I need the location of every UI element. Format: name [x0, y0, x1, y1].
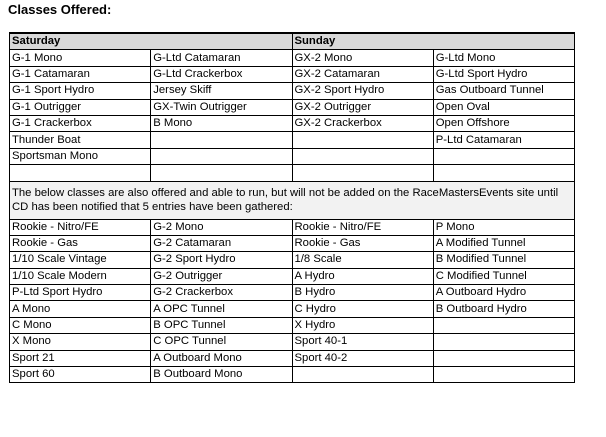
class-cell: 1/8 Scale — [292, 252, 433, 268]
class-cell — [292, 165, 433, 181]
class-cell: A Outboard Hydro — [433, 285, 574, 301]
class-cell: G-Ltd Catamaran — [151, 50, 292, 66]
class-cell: G-1 Catamaran — [10, 66, 151, 82]
table-row — [10, 219, 575, 235]
table-row — [10, 252, 575, 268]
class-cell: Rookie - Nitro/FE — [292, 219, 433, 235]
class-cell: 1/10 Scale Vintage — [10, 252, 151, 268]
class-cell: Thunder Boat — [10, 132, 151, 148]
class-cell: A Hydro — [292, 268, 433, 284]
class-cell: G-2 Mono — [151, 219, 292, 235]
class-cell: Rookie - Nitro/FE — [10, 219, 151, 235]
class-cell — [151, 165, 292, 181]
table-row — [10, 148, 575, 164]
day-header-row — [10, 33, 575, 50]
table-row — [10, 99, 575, 115]
class-cell: G-2 Catamaran — [151, 235, 292, 251]
table-row — [10, 268, 575, 284]
class-cell: C Hydro — [292, 301, 433, 317]
class-cell: Jersey Skiff — [151, 83, 292, 99]
classes-table-body — [10, 33, 575, 383]
class-cell: B OPC Tunnel — [151, 317, 292, 333]
class-cell — [292, 148, 433, 164]
class-cell: G-1 Crackerbox — [10, 115, 151, 131]
class-cell: G-1 Mono — [10, 50, 151, 66]
class-cell: Sport 40-2 — [292, 350, 433, 366]
class-cell: GX-2 Outrigger — [292, 99, 433, 115]
classes-table — [9, 32, 575, 383]
class-cell: P-Ltd Sport Hydro — [10, 285, 151, 301]
table-row — [10, 165, 575, 181]
note-row — [10, 181, 575, 219]
class-cell: G-1 Sport Hydro — [10, 83, 151, 99]
class-cell: C Modified Tunnel — [433, 268, 574, 284]
class-cell: Sportsman Mono — [10, 148, 151, 164]
class-cell — [433, 350, 574, 366]
class-cell: A Mono — [10, 301, 151, 317]
class-cell: P Mono — [433, 219, 574, 235]
class-cell: GX-2 Catamaran — [292, 66, 433, 82]
table-row — [10, 285, 575, 301]
class-cell — [433, 148, 574, 164]
class-cell: G-2 Outrigger — [151, 268, 292, 284]
table-row — [10, 317, 575, 333]
class-cell — [151, 148, 292, 164]
class-cell: A Modified Tunnel — [433, 235, 574, 251]
class-cell: G-Ltd Crackerbox — [151, 66, 292, 82]
class-cell — [433, 165, 574, 181]
class-cell: C Mono — [10, 317, 151, 333]
class-cell: Sport 21 — [10, 350, 151, 366]
class-cell — [433, 317, 574, 333]
class-cell: C OPC Tunnel — [151, 334, 292, 350]
class-cell: Open Offshore — [433, 115, 574, 131]
table-row — [10, 334, 575, 350]
class-cell: 1/10 Scale Modern — [10, 268, 151, 284]
class-cell: B Outboard Hydro — [433, 301, 574, 317]
class-cell: X Mono — [10, 334, 151, 350]
class-cell: A Outboard Mono — [151, 350, 292, 366]
class-cell: GX-2 Sport Hydro — [292, 83, 433, 99]
class-cell — [10, 165, 151, 181]
class-cell: Gas Outboard Tunnel — [433, 83, 574, 99]
availability-note: The below classes are also offered and able to run, but will not be added on the RaceMastersEvents site until CD has been notified that 5 entries have been gathered: — [10, 181, 575, 219]
class-cell: GX-2 Crackerbox — [292, 115, 433, 131]
class-cell: G-Ltd Mono — [433, 50, 574, 66]
class-cell: B Modified Tunnel — [433, 252, 574, 268]
class-cell: B Hydro — [292, 285, 433, 301]
class-cell: G-2 Crackerbox — [151, 285, 292, 301]
class-cell — [292, 367, 433, 383]
class-cell: B Mono — [151, 115, 292, 131]
class-cell: X Hydro — [292, 317, 433, 333]
table-row — [10, 350, 575, 366]
class-cell — [433, 334, 574, 350]
table-row — [10, 115, 575, 131]
class-cell: Sport 60 — [10, 367, 151, 383]
class-cell: Sport 40-1 — [292, 334, 433, 350]
sunday-header: Sunday — [292, 33, 575, 50]
class-cell: Rookie - Gas — [10, 235, 151, 251]
class-cell — [433, 367, 574, 383]
class-cell: A OPC Tunnel — [151, 301, 292, 317]
saturday-header: Saturday — [10, 33, 293, 50]
class-cell: GX-2 Mono — [292, 50, 433, 66]
class-cell: Open Oval — [433, 99, 574, 115]
class-cell: P-Ltd Catamaran — [433, 132, 574, 148]
table-row — [10, 83, 575, 99]
class-cell — [292, 132, 433, 148]
table-row — [10, 132, 575, 148]
class-cell: Rookie - Gas — [292, 235, 433, 251]
class-cell — [151, 132, 292, 148]
class-cell: G-2 Sport Hydro — [151, 252, 292, 268]
table-row — [10, 301, 575, 317]
class-cell: GX-Twin Outrigger — [151, 99, 292, 115]
table-row — [10, 50, 575, 66]
class-cell: B Outboard Mono — [151, 367, 292, 383]
table-row — [10, 235, 575, 251]
class-cell: G-Ltd Sport Hydro — [433, 66, 574, 82]
table-row — [10, 367, 575, 383]
page-title: Classes Offered: — [8, 2, 112, 17]
class-cell: G-1 Outrigger — [10, 99, 151, 115]
table-row — [10, 66, 575, 82]
